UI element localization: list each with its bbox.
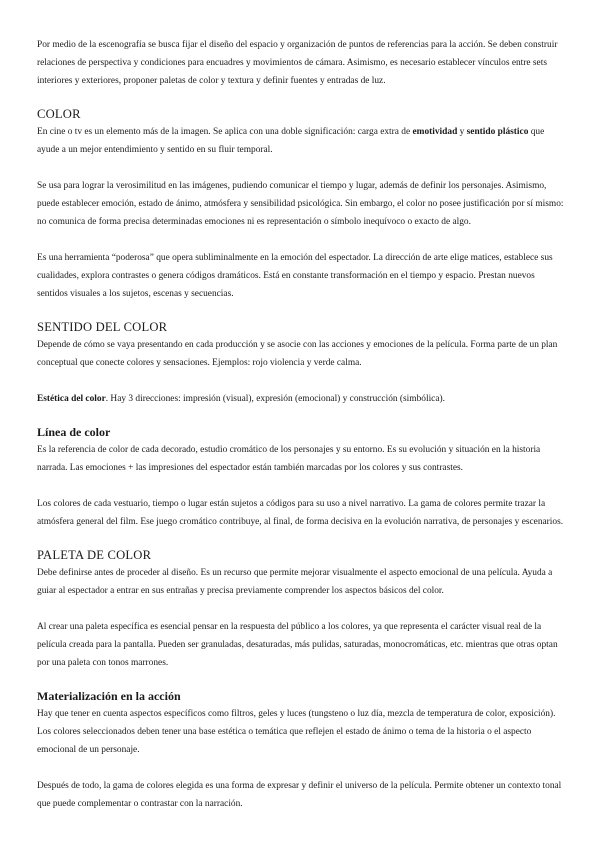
emphasis-sentido-plastico: sentido plástico (466, 127, 529, 137)
section-heading-paleta-de-color: PALETA DE COLOR (37, 548, 152, 562)
linea-paragraph-2: Los colores de cada vestuario, tiempo o lugar están sujetos a códigos para su uso a nivel narrativo. La gama de colores permite trazar la atmósfera general del film. Ese juego cromático contribuye, al final, de forma decisiva en la evolución narrativa, de personajes y escenarios. (37, 499, 564, 527)
color-paragraph-2: Se usa para lograr la verosimilitud en las imágenes, pudiendo comunicar el tiempo y lugar, además de definir los personajes. Asimismo, puede establecer emoción, estado de ánimo, atmósfera y sensibilidad psicológica. Sin embargo, el color no posee justificación por sí mismo: no comunica de forma precisa determinadas emociones ni es representación o símbolo inequívoco o exacto de algo. (37, 181, 564, 227)
section-heading-color: COLOR (37, 107, 81, 121)
paleta-paragraph-2: Al crear una paleta específica es esencial pensar en la respuesta del público a los colores, ya que representa el carácter visual real de la película creada para la pantalla. Pueden ser granuladas, desaturadas, más pulidas, saturadas, monocromáticas, etc. mientras que otras optan por una paleta con tonos marrones. (37, 622, 558, 668)
document-page (37, 36, 565, 813)
materializacion-paragraph-2: Después de todo, la gama de colores elegida es una forma de expresar y definir el universo de la película. Permite obtener un contexto tonal que puede complementar o contrastar con la narración. (37, 781, 562, 809)
color-paragraph-3: Es una herramienta “poderosa” que opera subliminalmente en la emoción del espectador. La dirección de arte elige matices, establece sus cualidades, explora contrastes o genera códigos dramáticos. Está en constante transformación en el tiempo y espacio. Prestan nuevos sentidos visuales a los sujetos, escenas y secuencias. (37, 253, 553, 299)
section-heading-linea-de-color: Línea de color (37, 425, 111, 439)
color-paragraph-1: En cine o tv es un elemento más de la imagen. Se aplica con una doble significación: carga extra de emotividad y sentido plástico que ayude a un mejor entendimiento y sentido en su fluir temporal. (37, 127, 545, 155)
emphasis-emotividad: emotividad (412, 127, 458, 137)
emphasis-estetica-del-color: Estética del color (37, 394, 106, 404)
materializacion-paragraph-1: Hay que tener en cuenta aspectos específicos como filtros, geles y luces (tungsteno o luz día, mezcla de temperatura de color, exposición). Los colores seleccionados deben tener una base estética o temática que reflejen el estado de ánimo o tema de la historia o el aspecto emocional de un personaje. (37, 709, 556, 755)
section-heading-materializacion: Materialización en la acción (37, 689, 181, 703)
sentido-paragraph-2: Estética del color. Hay 3 direcciones: impresión (visual), expresión (emocional) y construcción (simbólica). (37, 394, 445, 404)
sentido-paragraph-1: Depende de cómo se vaya presentando en cada producción y se asocie con las acciones y emociones de la película. Forma parte de un plan conceptual que conecte colores y sensaciones. Ejemplos: rojo violencia y verde calma. (37, 340, 558, 368)
intro-paragraph: Por medio de la escenografía se busca fijar el diseño del espacio y organización de puntos de referencias para la acción. Se deben construir relaciones de perspectiva y condiciones para encuadres y movimientos de cámara. Asimismo, es necesario establecer vínculos entre sets interiores y exteriores, proponer paletas de color y textura y definir fuentes y entradas de luz. (37, 40, 558, 86)
paleta-paragraph-1: Debe definirse antes de proceder al diseño. Es un recurso que permite mejorar visualmente el aspecto emocional de una película. Ayuda a guiar al espectador a entrar en sus entrañas y precisa previamente comprender los aspectos básicos del color. (37, 568, 553, 596)
linea-paragraph-1: Es la referencia de color de cada decorado, estudio cromático de los personajes y su entorno. Es su evolución y situación en la historia narrada. Las emociones + las impresiones del espectador están también marcadas por los colores y sus contrastes. (37, 445, 541, 473)
section-heading-sentido-del-color: SENTIDO DEL COLOR (37, 320, 168, 334)
